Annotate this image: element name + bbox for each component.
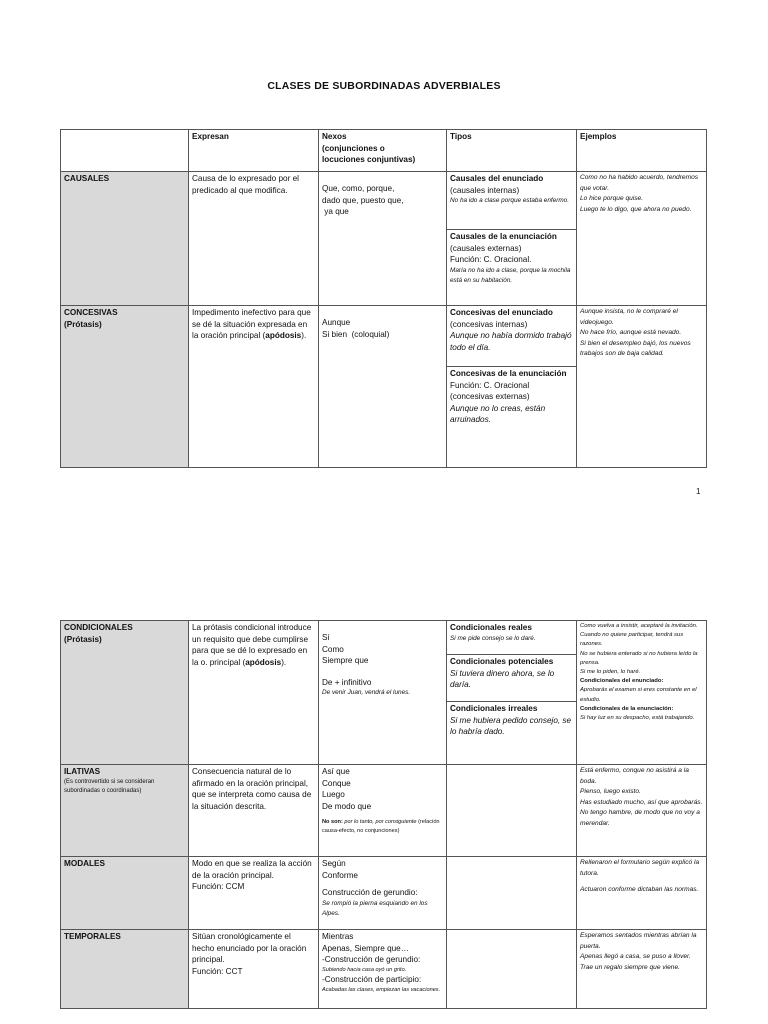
category-subname: (Prótasis) bbox=[64, 634, 102, 644]
tipo-condicionales-potenciales bbox=[447, 654, 576, 701]
example-line: No tengo hambre, de modo que no voy a merendar. bbox=[580, 809, 700, 827]
tipo-example: Aunque no había dormido trabajó todo el día. bbox=[450, 331, 572, 352]
tipo-example: No ha ido a clase porque estaba enfermo. bbox=[450, 197, 570, 205]
expresan-bold: apódosis bbox=[265, 331, 302, 341]
nexo-line: Según bbox=[322, 859, 346, 868]
category-name: ILATIVAS bbox=[64, 767, 101, 776]
tipo-title: Concesivas del enunciado bbox=[450, 308, 553, 317]
nexos-modales bbox=[319, 857, 447, 930]
tipo-condicionales-reales bbox=[447, 621, 576, 654]
ejemplos-concesivas bbox=[577, 306, 707, 468]
table-row-temporales bbox=[61, 930, 707, 1009]
category-temporales: TEMPORALES bbox=[61, 930, 189, 1009]
table-row-causales bbox=[61, 172, 707, 306]
header-nexos-line3: locuciones conjuntivas) bbox=[322, 155, 416, 165]
example-line: Luego te lo digo, que ahora no puedo. bbox=[580, 205, 692, 213]
nexo-line: De modo que bbox=[322, 801, 372, 811]
category-name: CONCESIVAS bbox=[64, 308, 118, 317]
expresan-condicionales bbox=[189, 621, 319, 765]
table-header-row bbox=[61, 130, 707, 172]
example-line: Si bien el desempleo bajó, los nuevos trabajos son de baja calidad. bbox=[580, 339, 691, 358]
nexo-line: ya que bbox=[322, 207, 349, 217]
nexo-gerundio: -Construcción de gerundio: bbox=[322, 955, 421, 965]
tipo-title: Causales del enunciado bbox=[450, 174, 544, 183]
example-line: Has estudiado mucho, así que aprobarás. bbox=[580, 798, 703, 806]
example-line: Lo hice porque quise. bbox=[580, 195, 644, 203]
expresan-temporales bbox=[189, 930, 319, 1009]
tipos-modales bbox=[447, 857, 577, 930]
tipo-example: Si me hubiera pedido consejo, se lo habría dado. bbox=[450, 715, 572, 737]
tipos-causales bbox=[447, 172, 577, 306]
example-line: Rellenaron el formulario según explicó la tutora. bbox=[580, 859, 700, 877]
adverbial-table-part-1 bbox=[60, 129, 707, 468]
tipo-function: Función: C. Oracional. bbox=[450, 255, 532, 265]
expresan-text: Sitúan cronológicamente el hecho enunciado por la oración principal. bbox=[192, 932, 307, 965]
noson-rest: (relación causa-efecto, no conjunciones) bbox=[322, 819, 440, 834]
expresan-modales bbox=[189, 857, 319, 930]
tipo-causales-enunciado bbox=[447, 172, 576, 229]
example-heading: Condicionales de la enunciación: bbox=[580, 705, 674, 712]
example-line: Si hay luz en su despacho, está trabajando. bbox=[580, 715, 695, 722]
nexo-line: Conforme bbox=[322, 870, 358, 880]
nexo-gerundio-example: Se rompió la pierna esquiando en los Alpes. bbox=[322, 899, 428, 917]
document-title: CLASES DE SUBORDINADAS ADVERBIALES bbox=[267, 80, 501, 92]
expresan-causales: Causa de lo expresado por el predicado al que modifica. bbox=[189, 172, 319, 306]
tipo-example: Si tuviera dinero ahora, se lo daría. bbox=[450, 668, 555, 690]
nexo-line: Como bbox=[322, 644, 344, 654]
expresan-bold: apódosis bbox=[245, 657, 282, 667]
tipo-concesivas-enunciacion bbox=[447, 366, 576, 428]
nexos-condicionales bbox=[319, 621, 447, 765]
tipo-example: María no ha ido a clase, porque la mochila está en su habitación. bbox=[450, 266, 571, 284]
header-empty bbox=[61, 130, 189, 172]
nexo-line: Mientras bbox=[322, 932, 354, 941]
category-name: CONDICIONALES bbox=[64, 623, 133, 632]
nexo-line: Si bien (coloquial) bbox=[322, 329, 390, 339]
expresan-ilativas: Consecuencia natural de lo afirmado en la oración principal, que se interpreta como causa de la situación descrita. bbox=[189, 765, 319, 857]
nexo-line: Conque bbox=[322, 778, 351, 788]
example-line: Aunque insista, no le compraré el videojuego. bbox=[580, 308, 678, 326]
category-ilativas bbox=[61, 765, 189, 857]
tipo-subtitle: (causales externas) bbox=[450, 243, 522, 253]
nexo-line: Siempre que bbox=[322, 656, 369, 666]
ejemplos-causales bbox=[577, 172, 707, 306]
tipo-causales-enunciacion bbox=[447, 229, 576, 288]
tipo-concesivas-enunciado bbox=[447, 306, 576, 366]
expresan-concesivas bbox=[189, 306, 319, 468]
example-line: Trae un regalo siempre que viene. bbox=[580, 963, 680, 971]
nexo-infinitivo-example: De venir Juan, vendrá el lunes. bbox=[322, 689, 411, 697]
nexos-temporales bbox=[319, 930, 447, 1009]
category-condicionales bbox=[61, 621, 189, 765]
header-expresan: Expresan bbox=[189, 130, 319, 172]
category-concesivas bbox=[61, 306, 189, 468]
expresan-text: La prótasis condicional introduce un requisito que debe cumplirse para que se dé lo expresado en la o. principal ( bbox=[192, 623, 312, 667]
header-nexos-line2: (conjunciones o bbox=[322, 143, 385, 153]
header-nexos bbox=[319, 130, 447, 172]
noson-italic: por lo tanto, por consiguiente bbox=[342, 819, 417, 826]
nexo-line: dado que, puesto que, bbox=[322, 195, 404, 205]
nexo-participio-example: Acabadas las clases, empiezan las vacaciones. bbox=[322, 986, 441, 993]
nexo-line: Apenas, Siempre que… bbox=[322, 943, 409, 953]
header-tipos: Tipos bbox=[447, 130, 577, 172]
header-ejemplos: Ejemplos bbox=[577, 130, 707, 172]
tipos-ilativas bbox=[447, 765, 577, 857]
tipos-temporales bbox=[447, 930, 577, 1009]
header-nexos-line1: Nexos bbox=[322, 132, 347, 141]
example-line: Si me lo piden, lo haré. bbox=[580, 669, 641, 676]
nexos-ilativas bbox=[319, 765, 447, 857]
tipo-title: Condicionales irreales bbox=[450, 704, 538, 713]
tipo-example: Si me pide consejo se lo daré. bbox=[450, 634, 536, 642]
nexo-infinitivo: De + infinitivo bbox=[322, 677, 372, 687]
example-line: Cuando no quiere participar, tendrá sus razones. bbox=[580, 632, 684, 648]
category-modales: MODALES bbox=[61, 857, 189, 930]
table-row-concesivas bbox=[61, 306, 707, 468]
ejemplos-modales bbox=[577, 857, 707, 930]
table-row-condicionales bbox=[61, 621, 707, 765]
nexos-causales bbox=[319, 172, 447, 306]
tipo-subtitle: (concesivas externas) bbox=[450, 392, 530, 402]
tipo-title: Concesivas de la enunciación bbox=[450, 369, 567, 378]
example-line: Apenas llegó a casa, se puso a llover. bbox=[580, 953, 691, 961]
nexo-line: Que, como, porque, bbox=[322, 184, 395, 193]
example-line: Como no ha habido acuerdo, tendremos que votar. bbox=[580, 174, 699, 192]
ejemplos-temporales bbox=[577, 930, 707, 1009]
example-line: No hace frío, aunque está nevado. bbox=[580, 329, 682, 337]
tipo-condicionales-irreales bbox=[447, 701, 576, 740]
tipo-function: Función: C. Oracional bbox=[450, 380, 530, 390]
category-note: (Es controvertido si se consideran subordinadas o coordinadas) bbox=[64, 778, 155, 794]
nexo-gerundio: Construcción de gerundio: bbox=[322, 888, 418, 898]
category-subname: (Prótasis) bbox=[64, 319, 102, 329]
tipos-condicionales bbox=[447, 621, 577, 765]
nexo-participio: -Construcción de participio: bbox=[322, 975, 422, 985]
tipos-concesivas bbox=[447, 306, 577, 468]
example-line: Está enfermo, conque no asistirá a la boda. bbox=[580, 767, 689, 785]
nexo-not-conjunctions bbox=[322, 818, 443, 835]
example-line: Como vuelva a insistir, aceptaré la invitación. bbox=[580, 623, 698, 629]
nexo-line: Así que bbox=[322, 767, 350, 776]
noson-label: No son: bbox=[322, 819, 343, 826]
expresan-text-end: ). bbox=[301, 331, 307, 341]
nexo-line: Si bbox=[322, 633, 330, 642]
ejemplos-condicionales bbox=[577, 621, 707, 765]
nexo-gerundio-example: Subiendo hacia casa oyó un grito. bbox=[322, 966, 407, 973]
expresan-text-end: ). bbox=[281, 657, 287, 667]
expresan-text: Impedimento inefectivo para que se dé la situación expresada en la oración principal ( bbox=[192, 308, 311, 341]
example-heading: Condicionales del enunciado: bbox=[580, 678, 664, 685]
expresan-function: Función: CCT bbox=[192, 966, 243, 976]
nexo-line: Aunque bbox=[322, 318, 351, 327]
example-line: Esperamos sentados mientras abrían la puerta. bbox=[580, 932, 697, 950]
example-line: Pienso, luego existo. bbox=[580, 788, 641, 796]
tipo-title: Condicionales reales bbox=[450, 623, 532, 632]
table-row-ilativas bbox=[61, 765, 707, 857]
nexos-concesivas bbox=[319, 306, 447, 468]
nexo-line: Luego bbox=[322, 790, 345, 800]
adverbial-table-part-2 bbox=[60, 620, 707, 1009]
tipo-subtitle: (concesivas internas) bbox=[450, 319, 528, 329]
expresan-function: Función: CCM bbox=[192, 882, 245, 892]
tipo-title: Causales de la enunciación bbox=[450, 232, 557, 241]
ejemplos-ilativas bbox=[577, 765, 707, 857]
example-line: Actuaron conforme dictaban las normas. bbox=[580, 886, 699, 894]
table-row-modales bbox=[61, 857, 707, 930]
tipo-subtitle: (causales internas) bbox=[450, 185, 520, 195]
example-line: Aprobarás el examen si eres constante en el estudio. bbox=[580, 687, 697, 703]
page-number: 1 bbox=[696, 487, 701, 496]
example-line: No se hubiera enterado si no hubiera leído la prensa. bbox=[580, 650, 698, 666]
expresan-text: Modo en que se realiza la acción de la oración principal. bbox=[192, 859, 312, 880]
category-causales: CAUSALES bbox=[61, 172, 189, 306]
tipo-title: Condicionales potenciales bbox=[450, 657, 554, 666]
tipo-example: Aunque no lo creas, están arruinados. bbox=[450, 403, 546, 425]
